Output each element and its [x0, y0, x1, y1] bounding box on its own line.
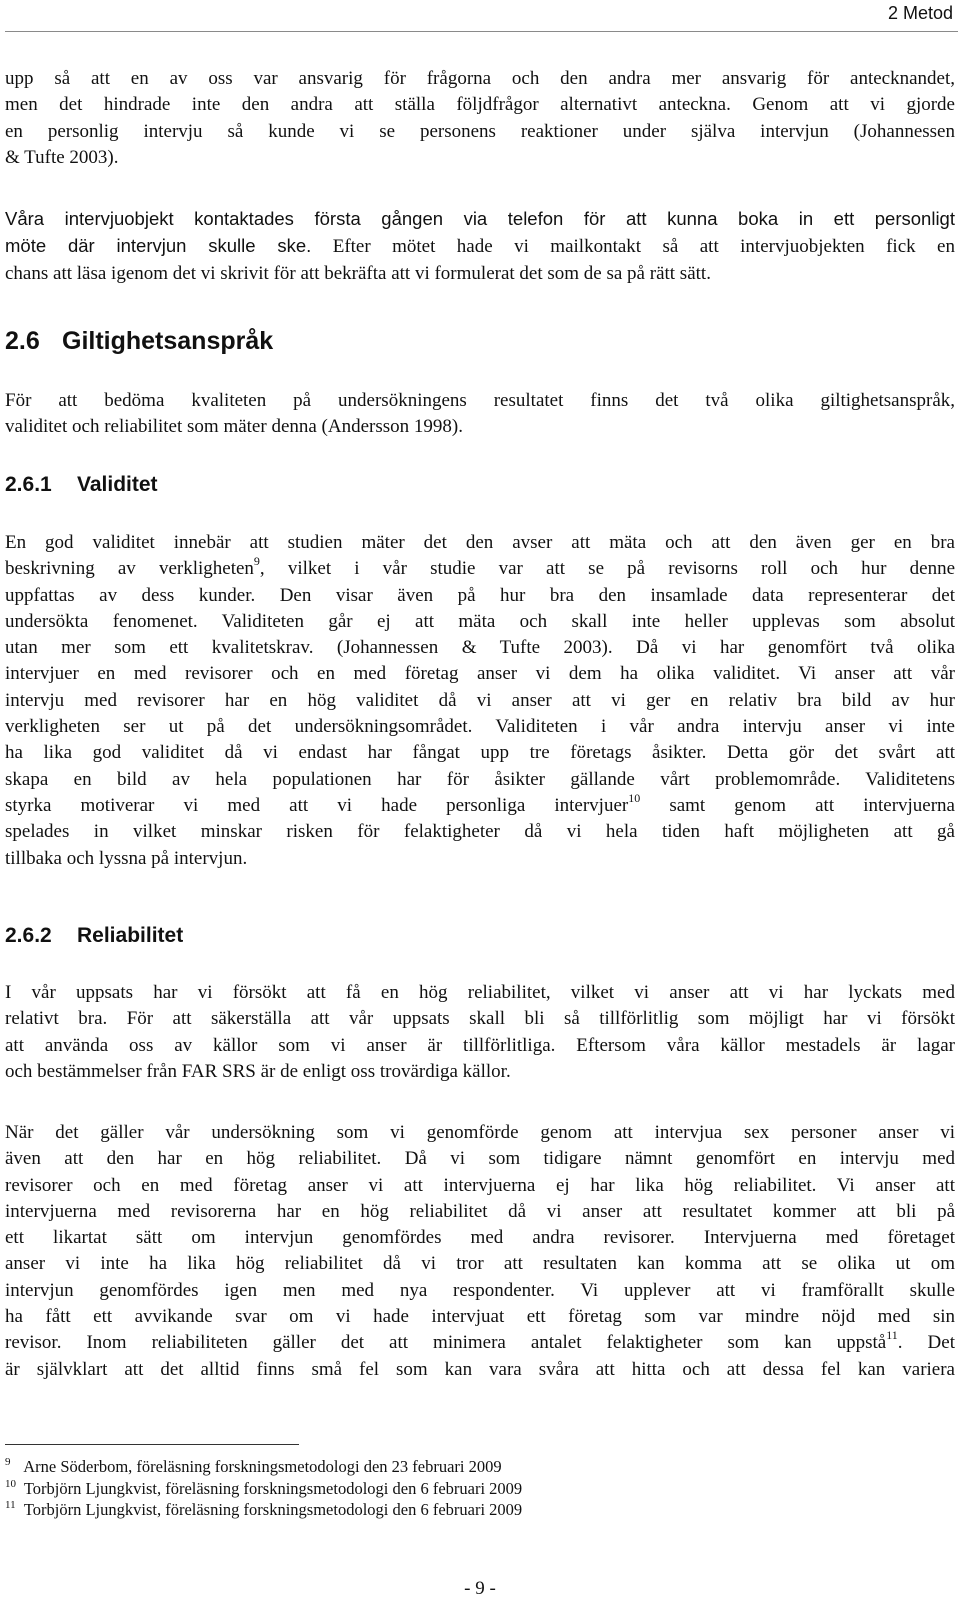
text-line: undersökta fenomenet. Validiteten går ej att mäta och skall inte heller upplevas som absolut — [5, 610, 955, 632]
text-run: samt genom att intervjuerna — [640, 794, 955, 816]
footnote-ref[interactable]: 10 — [628, 790, 641, 805]
text-line: När det gäller vår undersökning som vi genomförde genom att intervjua sex personer anser vi — [5, 1122, 955, 1143]
footnote-separator — [5, 1444, 299, 1445]
text-line: revisorer och en med företag anser vi att intervjuerna ej har lika hög reliabilitet. Vi anser att — [5, 1174, 955, 1196]
subsection-number: 2.6.2 — [5, 924, 52, 947]
text-run: möte där intervjun skulle ske. — [5, 235, 312, 257]
text-run: , vilket i vår studie var att se på revisorns roll och hur denne — [259, 558, 956, 580]
footnote-text: Torbjörn Ljungkvist, föreläsning forskningsmetodologi den 6 februari 2009 — [23, 1478, 523, 1498]
text-line: verkligheten ser ut på det undersökningsområdet. Validiteten i vår andra intervju anser vi inte — [5, 716, 955, 738]
header-rule — [5, 31, 958, 32]
footnote: $^9$ Arne Söderbom, föreläsning forskningsmetodologi den 23 februari 2009 — [5, 1456, 502, 1476]
text-line: ett likartat sätt om intervjun genomfördes med andra revisorer. Intervjuerna med företaget — [5, 1227, 955, 1249]
text-line: För att bedöma kvaliteten på undersökningens resultatet finns det två olika giltighetsanspråk, — [5, 390, 955, 411]
subsection-heading — [5, 923, 183, 949]
text-line — [5, 556, 955, 582]
text-line: & Tufte 2003). — [5, 146, 119, 168]
text-line: skapa en bild av hela populationen har för åsikter gällande vårt problemområde. Validitetens — [5, 768, 955, 790]
text-line — [5, 206, 955, 233]
text-run: Efter mötet hade vi mailkontakt så att intervjuobjekten fick en — [332, 236, 955, 258]
text-line: utan mer som ett kvalitetskrav. (Johannessen & Tufte 2003). Då vi har genomfört två olika — [5, 637, 955, 659]
footnote-text: Arne Söderbom, föreläsning forskningsmetodologi den 23 februari 2009 — [23, 1457, 502, 1476]
footnote: $^{10}$ Torbjörn Ljungkvist, föreläsning forskningsmetodologi den 6 februari 2009 — [5, 1477, 523, 1498]
text-line: validitet och reliabilitet som mäter denna (Andersson 1998). — [5, 416, 463, 438]
subsection-number: 2.6.1 — [5, 473, 52, 496]
text-line: ha fått ett avvikande svar om vi hade intervjuat ett företag som var mindre nöjd med sin — [5, 1306, 955, 1328]
text-line: ha lika god validitet då vi endast har fångat upp tre företags åsikter. Detta gör det svårt att — [5, 742, 955, 764]
section-title: Giltighetsanspråk — [62, 327, 274, 355]
text-line: spelades in vilket minskar risken för felaktigheter då vi hela tiden haft möjligheten att gå — [5, 821, 955, 843]
text-line: tillbaka och lyssna på intervjun. — [5, 847, 248, 869]
paragraph-reliability-interviews — [5, 1120, 955, 1383]
footnote-text: Torbjörn Ljungkvist, föreläsning forskningsmetodologi den 6 februari 2009 — [23, 1500, 523, 1519]
text-line: intervju med revisorer har en hög validitet då vi anser att vi ger en relativ bra bild av hur — [5, 689, 955, 711]
footnote-ref[interactable]: 11 — [886, 1328, 898, 1343]
text-line: anser vi inte ha lika hög reliabilitet då vi tror att resultaten kan komma att se olika ut om — [5, 1253, 955, 1275]
subsection-heading — [5, 472, 158, 498]
text-line: intervjun genomfördes igen men med nya respondenter. Vi upplever att vi framförallt skulle — [5, 1279, 955, 1301]
text-line — [5, 1330, 955, 1356]
text-run: . Det — [897, 1332, 955, 1354]
text-line: intervjuer en med revisorer och en med företag anser vi dem ha olika validitet. Vi anser att vår — [5, 663, 955, 685]
paragraph-validity — [5, 530, 955, 872]
text-line: att använda oss av källor som vi anser är tillförlitliga. Eftersom våra källor mestadels är lagar — [5, 1034, 955, 1056]
paragraph-validity-intro — [5, 388, 955, 441]
paragraph-contact — [5, 206, 955, 287]
footnote: $^{11}$ Torbjörn Ljungkvist, föreläsning forskningsmetodologi den 6 februari 2009 — [5, 1499, 523, 1519]
section-heading — [5, 325, 273, 357]
text-run: revisor. Inom reliabiliteten gäller det att minimera antalet felaktigheter som kan uppstå — [5, 1332, 887, 1354]
text-line: chans att läsa igenom det vi skrivit för att bekräfta att vi formulerat det som de sa på rätt sätt. — [5, 262, 711, 284]
text-line — [5, 790, 955, 819]
text-line: och bestämmelser från FAR SRS är de enligt oss trovärdiga källor. — [5, 1060, 511, 1082]
text-line: I vår uppsats har vi försökt att få en hög reliabilitet, vilket vi anser att vi har lyckats med — [5, 982, 955, 1003]
text-line: relativt bra. För att säkerställa att vår uppsats skall bli så tillförlitlig som möjligt har vi försökt — [5, 1008, 955, 1030]
text-run: Våra intervjuobjekt kontaktades första gången via telefon för att kunna boka in ett personligt — [5, 208, 955, 229]
paragraph-reliability — [5, 980, 955, 1085]
paragraph-interview-method — [5, 66, 955, 171]
text-line: är självklart att det alltid finns små fel som kan vara svåra att hitta och att dessa fel kan variera — [5, 1358, 955, 1380]
page-number: - 9 - — [464, 1578, 496, 1599]
footnote-ref[interactable]: 9 — [253, 554, 260, 569]
text-line — [5, 233, 955, 260]
text-line: en personlig intervju så kunde vi se personens reaktioner under själva intervjun (Johannessen — [5, 120, 955, 142]
running-header: 2 Metod — [887, 3, 953, 23]
text-line: En god validitet innebär att studien mäter det den avser att mäta och att den även ger en bra — [5, 532, 955, 553]
subsection-title: Validitet — [77, 473, 158, 496]
subsection-title: Reliabilitet — [77, 924, 184, 947]
text-line: men det hindrade inte den andra att ställa följdfrågor alternativt anteckna. Genom att vi gjorde — [5, 94, 955, 116]
text-run: styrka motiverar vi med att vi hade personliga intervjuer — [5, 794, 629, 816]
text-line: uppfattas av dess kunder. Den visar även på hur bra den insamlade data representerar det — [5, 584, 955, 606]
text-line: även att den har en hög reliabilitet. Då vi som tidigare nämnt genomfört en intervju med — [5, 1148, 955, 1170]
section-number: 2.6 — [5, 327, 40, 355]
text-line: intervjuerna med revisorerna har en hög reliabilitet då vi anser att resultatet kommer att bli på — [5, 1200, 955, 1222]
text-run: beskrivning av verkligheten — [5, 558, 254, 580]
text-line: upp så att en av oss var ansvarig för frågorna och den andra mer ansvarig för antecknandet, — [5, 68, 955, 89]
footnotes — [5, 1456, 955, 1521]
